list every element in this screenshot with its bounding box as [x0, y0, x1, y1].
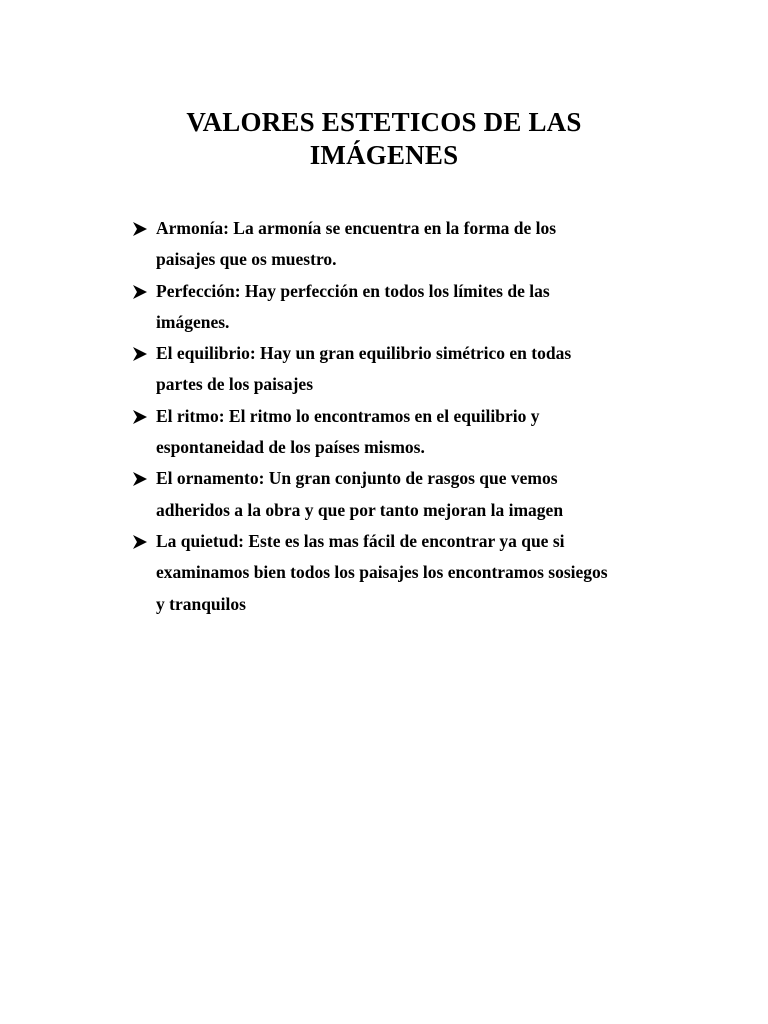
list-item-equilibrio [132, 338, 672, 401]
bullet-text-line: adheridos a la obra y que por tanto mejoran la imagen [156, 499, 564, 520]
list-item-ritmo [132, 401, 672, 464]
list-item-ornamento [132, 463, 672, 526]
arrowhead-bullet-icon [132, 534, 148, 550]
bullet-text-line: paisajes que os muestro. [156, 249, 337, 270]
list-item-quietud [132, 526, 672, 620]
bullet-text-line: y tranquilos [156, 593, 246, 614]
bullet-text-line: La quietud: Este es las mas fácil de encontrar ya que si [156, 530, 565, 551]
bullet-text-line: Perfección: Hay perfección en todos los límites de las [156, 280, 550, 301]
list-item-perfeccion [132, 276, 672, 339]
title-line-2: IMÁGENES [309, 140, 459, 171]
title-line-1: VALORES ESTETICOS DE LAS [186, 107, 582, 138]
arrowhead-bullet-icon [132, 409, 148, 425]
arrowhead-bullet-icon [132, 471, 148, 487]
bullet-text-line: Armonía: La armonía se encuentra en la forma de los [156, 218, 557, 238]
bullet-text-line: El equilibrio: Hay un gran equilibrio simétrico en todas [156, 343, 572, 364]
bullet-text-line: imágenes. [156, 311, 230, 332]
bullet-text-line: El ritmo: El ritmo lo encontramos en el equilibrio y [156, 405, 540, 426]
bullet-list [132, 213, 672, 620]
bullet-text-line: El ornamento: Un gran conjunto de rasgos que vemos [156, 468, 558, 489]
arrowhead-bullet-icon [132, 346, 148, 362]
arrowhead-bullet-icon [132, 284, 148, 300]
bullet-text-line: espontaneidad de los países mismos. [156, 437, 425, 458]
arrowhead-bullet-icon [132, 221, 148, 237]
list-item-armonia [132, 213, 672, 276]
bullet-text-line: examinamos bien todos los paisajes los encontramos sosiegos [156, 562, 608, 583]
bullet-text-line: partes de los paisajes [156, 374, 314, 395]
page-title [0, 106, 768, 172]
